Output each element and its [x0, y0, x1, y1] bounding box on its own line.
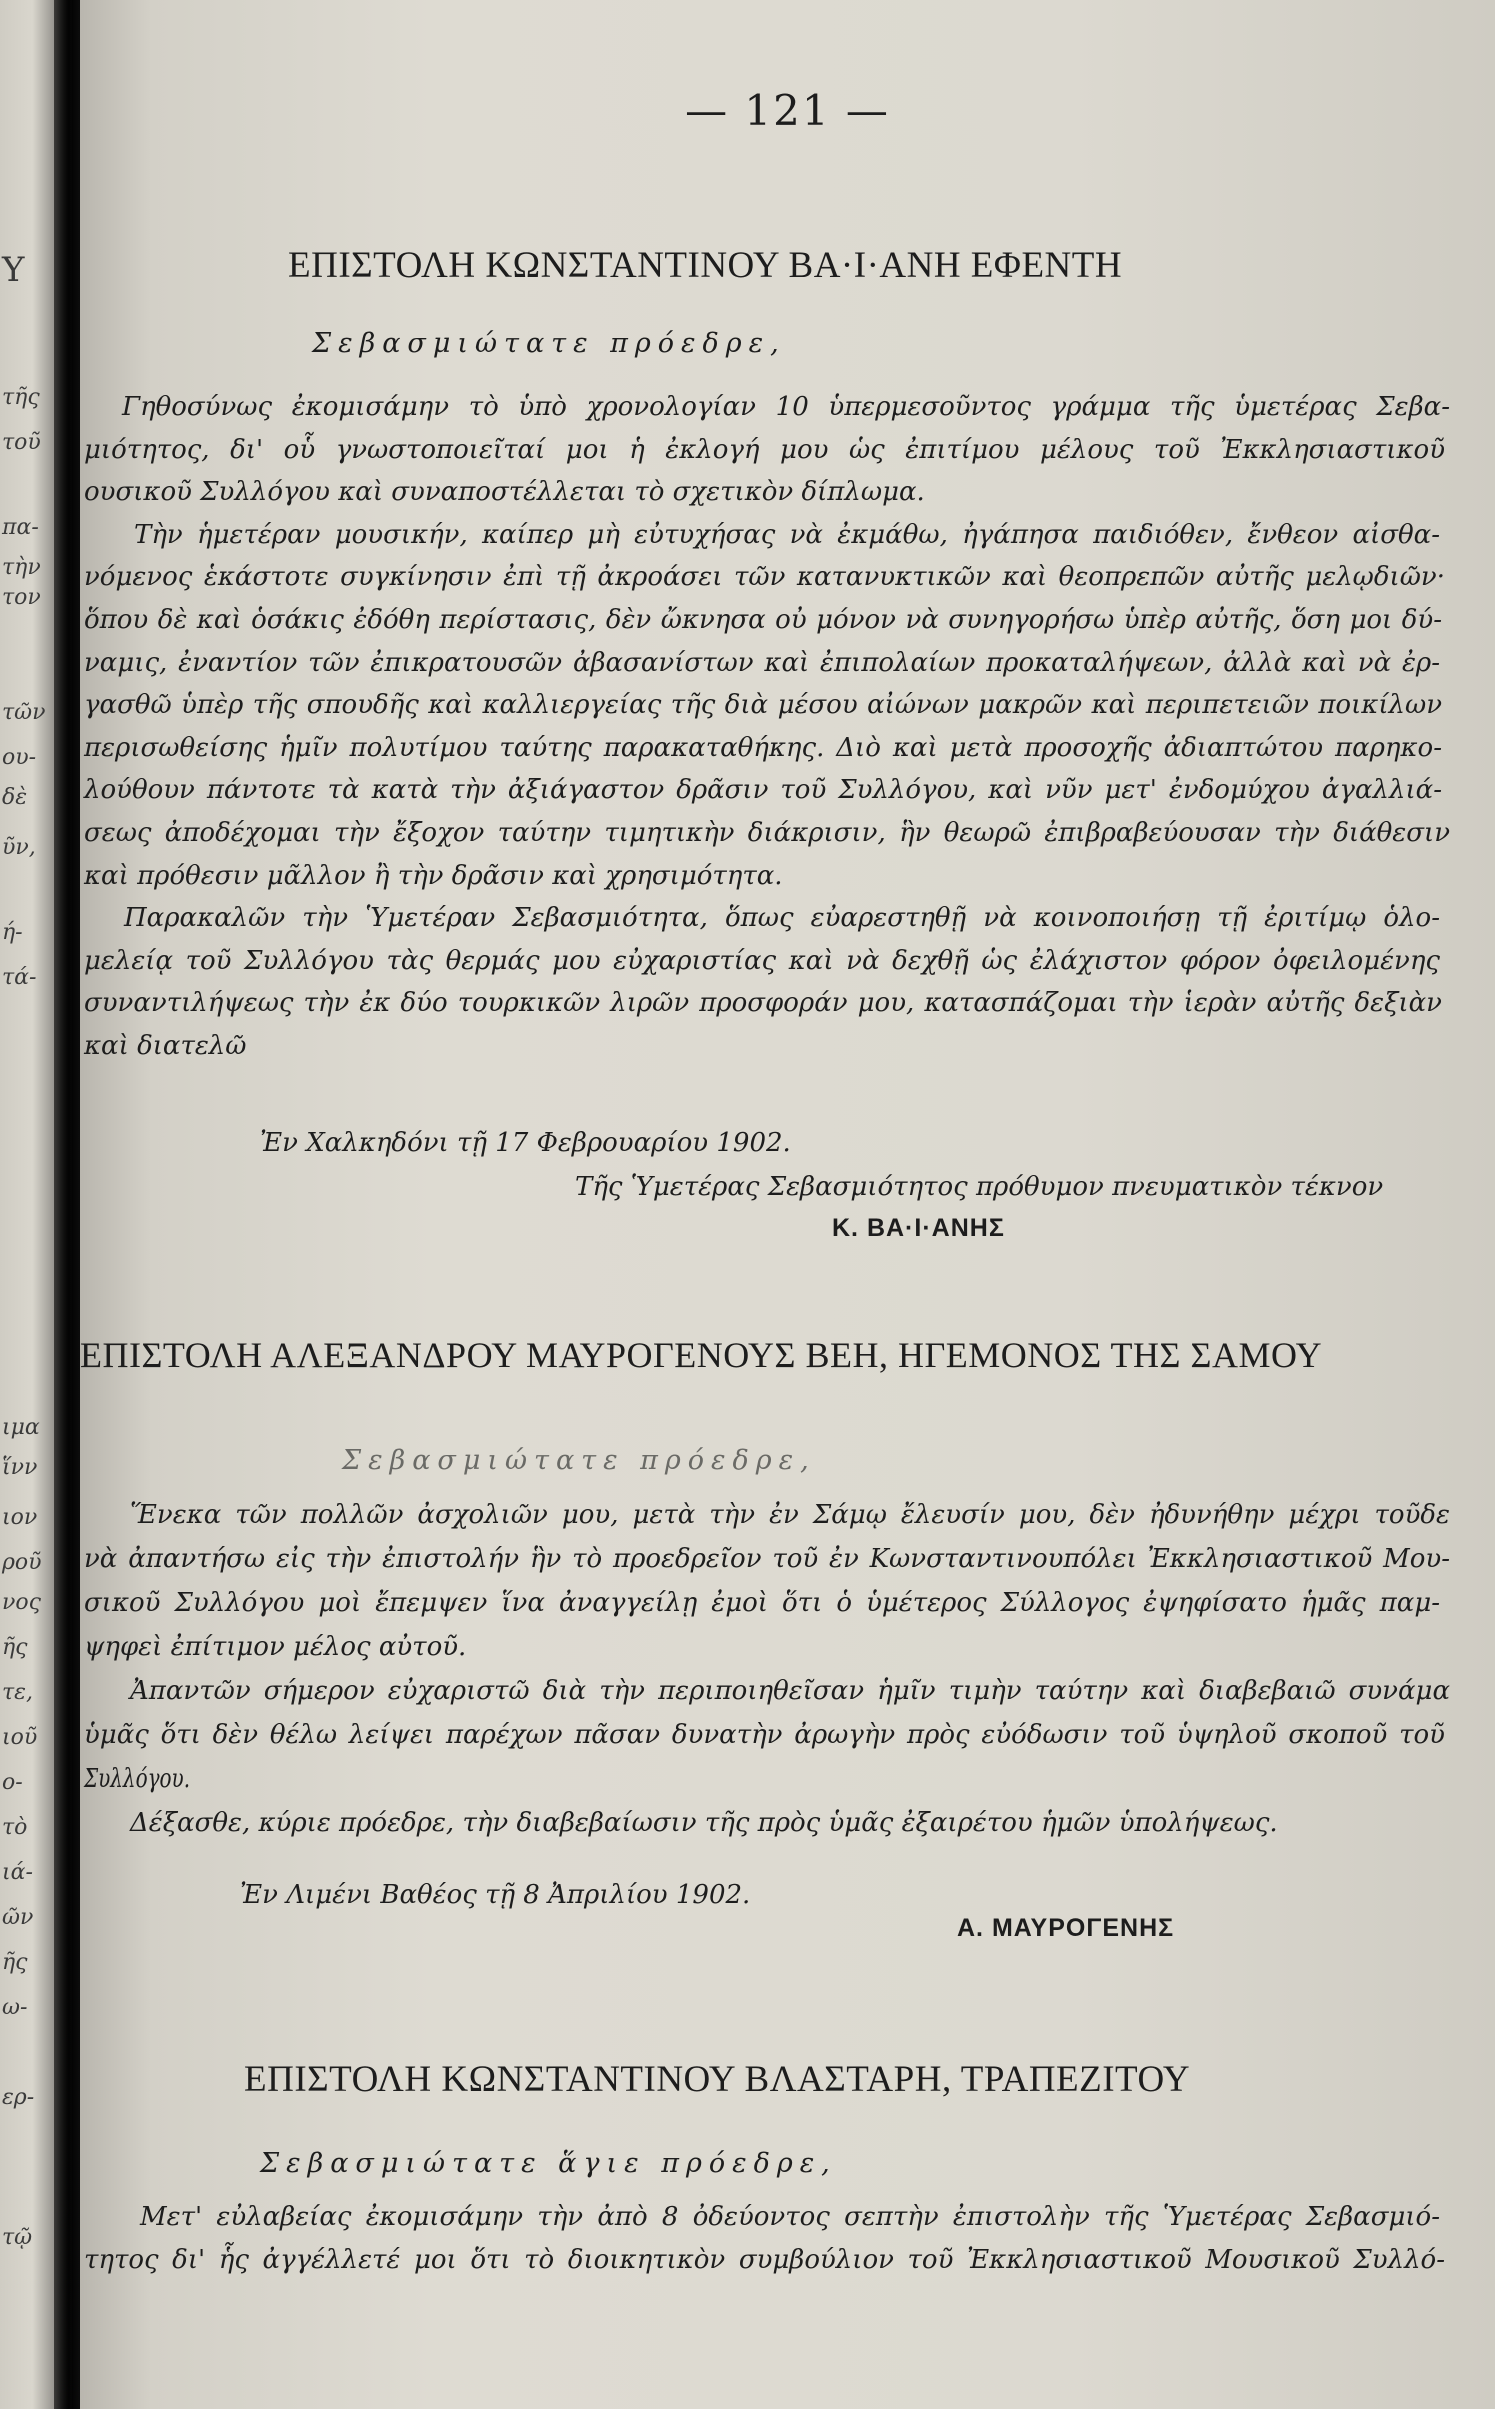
facing-page-fragment: ή-	[2, 920, 23, 945]
facing-page-fragment: νος	[2, 1590, 41, 1615]
facing-page-fragment: τον	[2, 585, 41, 610]
letter-date: Ἐν Λιμένι Βαθέος τῇ 8 Ἀπριλίου 1902.	[240, 1880, 751, 1910]
letter-signature: Κ. ΒΑ·Ι·ΑΝΗΣ	[832, 1214, 1005, 1242]
letter-closing: Τῆς Ὑμετέρας Σεβασμιότητος πρόθυμον πνευματικὸν τέκνον	[575, 1172, 1384, 1202]
body-text-line: Ἀπαντῶν σήμερον εὐχαριστῶ διὰ τὴν περιποιηθεῖσαν ἡμῖν τιμὴν ταύτην καὶ διαβεβαιῶ συνάμα	[130, 1676, 1450, 1706]
body-text-line: σεως ἀποδέχομαι τὴν ἔξοχον ταύτην τιμητικὴν διάκρισιν, ἣν θεωρῶ ἐπιβραβεύουσαν τὴν διάθεσιν	[84, 818, 1450, 848]
facing-page-fragment: τά-	[2, 965, 37, 990]
body-text-line: Γηθοσύνως ἐκομισάμην τὸ ὑπὸ χρονολογίαν 10 ὑπερμεσοῦντος γράμμα τῆς ὑμετέρας Σεβα-	[122, 392, 1450, 422]
body-text-line: Δέξασθε, κύριε πρόεδρε, τὴν διαβεβαίωσιν τῆς πρὸς ὑμᾶς ἐξαιρέτου ἡμῶν ὑπολήψεως.	[130, 1808, 1278, 1838]
body-text-line: γασθῶ ὑπὲρ τῆς σπουδῆς καὶ καλλιεργείας τῆς διὰ μέσου αἰώνων μακρῶν καὶ περιπετειῶν ποικίλων	[84, 690, 1442, 721]
body-text-line: καὶ πρόθεσιν μᾶλλον ἢ τὴν δρᾶσιν καὶ χρησιμότητα.	[84, 860, 783, 891]
facing-page-fragment: ου-	[2, 745, 37, 770]
facing-page-fragment: ἵνν	[2, 1455, 38, 1480]
facing-page-fragment: δὲ	[2, 785, 28, 810]
letter-heading: ΕΠΙΣΤΟΛΗ ΚΩΝΣΤΑΝΤΙΝΟΥ ΒΛΑΣΤΑΡΗ, ΤΡΑΠΕΖΙΤΟΥ	[244, 2059, 1191, 2100]
body-text-line: μιότητος, δι' οὗ γνωστοποιεῖταί μοι ἡ ἐκλογή μου ὡς ἐπιτίμου μέλους τοῦ Ἐκκλησιαστικοῦ	[84, 434, 1445, 465]
body-text-line: μελείᾳ τοῦ Συλλόγου τὰς θερμάς μου εὐχαριστίας καὶ νὰ δεχθῇ ὡς ἐλάχιστον φόρον ὀφειλομένης	[84, 945, 1440, 976]
facing-page-fragment: τὴν	[2, 555, 41, 580]
facing-page-fragment: ερ-	[2, 2085, 35, 2110]
letter-heading: ΕΠΙΣΤΟΛΗ ΚΩΝΣΤΑΝΤΙΝΟΥ ΒΑ·Ι·ΑΝΗ ΕΦΕΝΤΗ	[288, 245, 1123, 286]
body-text-line: ψηφεὶ ἐπίτιμον μέλος αὐτοῦ.	[84, 1632, 467, 1662]
facing-page-fragment: ιά-	[2, 1860, 33, 1885]
facing-page-fragment: ιον	[2, 1505, 38, 1530]
body-text-line: περισωθείσης ἡμῖν πολυτίμου ταύτης παρακαταθήκης. Διὸ καὶ μετὰ προσοχῆς ἀδιαπτώτου παρηκο-	[84, 732, 1442, 763]
facing-page-fragment: τῶν	[2, 700, 46, 725]
facing-page-fragment: τε,	[2, 1680, 33, 1705]
body-text-line: τητος δι' ἧς ἀγγέλλετέ μοι ὅτι τὸ διοικητικὸν συμβούλιον τοῦ Ἐκκλησιαστικοῦ Μουσικοῦ Συλλό-	[84, 2245, 1445, 2275]
body-text-line: λούθουν πάντοτε τὰ κατὰ τὴν ἀξιάγαστον δρᾶσιν τοῦ Συλλόγου, καὶ νῦν μετ' ἐνδομύχου ἀγαλλιά-	[84, 775, 1442, 806]
facing-page-fragment: πα-	[2, 515, 39, 540]
body-text-line: νὰ ἀπαντήσω εἰς τὴν ἐπιστολήν ἣν τὸ προεδρεῖον τοῦ ἐν Κωνσταντινουπόλει Ἐκκλησιαστικοῦ Μου-	[84, 1544, 1450, 1574]
body-text-line: καὶ διατελῶ	[84, 1031, 247, 1061]
facing-page-fragment: ω-	[2, 1995, 28, 2020]
facing-page-fragment: Υ	[2, 250, 25, 290]
letter-date: Ἐν Χαλκηδόνι τῇ 17 Φεβρουαρίου 1902.	[260, 1128, 791, 1158]
body-text-line: ουσικοῦ Συλλόγου καὶ συναποστέλλεται τὸ σχετικὸν δίπλωμα.	[84, 477, 925, 508]
facing-page-fragment: ιμα	[2, 1415, 40, 1440]
facing-page-fragment: τὸ	[2, 1815, 28, 1840]
letter-signature: Α. ΜΑΥΡΟΓΕΝΗΣ	[957, 1914, 1175, 1942]
facing-page-fragment: ροῦ	[2, 1550, 42, 1575]
body-text-line: ὑμᾶς ὅτι δὲν θέλω λείψει παρέχων πᾶσαν δυνατὴν ἀρωγὴν πρὸς εὐόδωσιν τοῦ ὑψηλοῦ σκοποῦ τοῦ	[84, 1720, 1445, 1750]
facing-page-fragment: ῦν,	[2, 835, 36, 860]
facing-page-fragment: τῆς	[2, 385, 40, 410]
body-text-line: Συλλόγου.	[84, 1764, 191, 1794]
body-text-line: Ἕνεκα τῶν πολλῶν ἀσχολιῶν μου, μετὰ τὴν ἐν Σάμῳ ἔλευσίν μου, δὲν ἠδυνήθην μέχρι τοῦδε	[130, 1500, 1450, 1530]
body-text-line: Τὴν ἡμετέραν μουσικήν, καίπερ μὴ εὐτυχήσας νὰ ἐκμάθω, ἠγάπησα παιδιόθεν, ἔνθεον αἰσθα-	[134, 519, 1440, 550]
body-text-line: ναμις, ἐναντίον τῶν ἐπικρατουσῶν ἀβασανίστων καὶ ἐπιπολαίων προκαταλήψεων, ἀλλὰ καὶ νὰ ἐρ-	[84, 647, 1440, 678]
letter-salutation: Σεβασμιώτατε πρόεδρε,	[312, 328, 786, 359]
body-text-line: ὅπου δὲ καὶ ὁσάκις ἐδόθη περίστασις, δὲν ὤκνησα οὐ μόνον νὰ συνηγορήσω ὑπὲρ αὐτῆς, ὅση μοι δύ-	[84, 605, 1442, 635]
body-text-line: νόμενος ἑκάστοτε συγκίνησιν ἐπὶ τῇ ἀκροάσει τῶν κατανυκτικῶν καὶ θεοπρεπῶν αὐτῆς μελῳδιῶν·	[84, 562, 1445, 593]
facing-page-fragment: τῷ	[2, 2225, 33, 2250]
facing-page-fragment: ῆς	[2, 1635, 28, 1660]
body-text-line: σικοῦ Συλλόγου μοὶ ἔπεμψεν ἵνα ἀναγγείλῃ ἐμοὶ ὅτι ὁ ὑμέτερος Σύλλογος ἐψηφίσατο ἡμᾶς παμ-	[84, 1588, 1440, 1618]
facing-page-fragment: ῆς	[2, 1950, 28, 1975]
facing-page-fragment: ιοῦ	[2, 1725, 38, 1750]
facing-page-fragment: ῶν	[2, 1905, 34, 1930]
letter-salutation: Σεβασμιώτατε πρόεδρε,	[342, 1445, 816, 1476]
facing-page-fragment: ο-	[2, 1770, 23, 1795]
page-number: — 121 —	[685, 86, 890, 135]
body-text-line: Μετ' εὐλαβείας ἐκομισάμην τὴν ἀπὸ 8 ὀδεύοντος σεπτὴν ἐπιστολὴν τῆς Ὑμετέρας Σεβασμιό-	[140, 2202, 1440, 2232]
facing-page-fragment: τοῦ	[2, 430, 41, 455]
letter-salutation: Σεβασμιώτατε ἅγιε πρόεδρε,	[260, 2148, 837, 2179]
body-text-line: Παρακαλῶν τὴν Ὑμετέραν Σεβασμιότητα, ὅπως εὐαρεστηθῇ νὰ κοινοποιήσῃ τῇ ἐριτίμῳ ὁλο-	[124, 903, 1440, 934]
document-page	[80, 0, 1495, 2409]
body-text-line: συναντιλήψεως τὴν ἐκ δύο τουρκικῶν λιρῶν προσφοράν μου, κατασπάζομαι τὴν ἱερὰν αὐτῆς δεξιὰν	[84, 988, 1442, 1019]
letter-heading: ΕΠΙΣΤΟΛΗ ΑΛΕΞΑΝΔΡΟΥ ΜΑΥΡΟΓΕΝΟΥΣ ΒΕΗ, ΗΓΕΜΟΝΟΣ ΤΗΣ ΣΑΜΟΥ	[80, 1335, 1323, 1375]
